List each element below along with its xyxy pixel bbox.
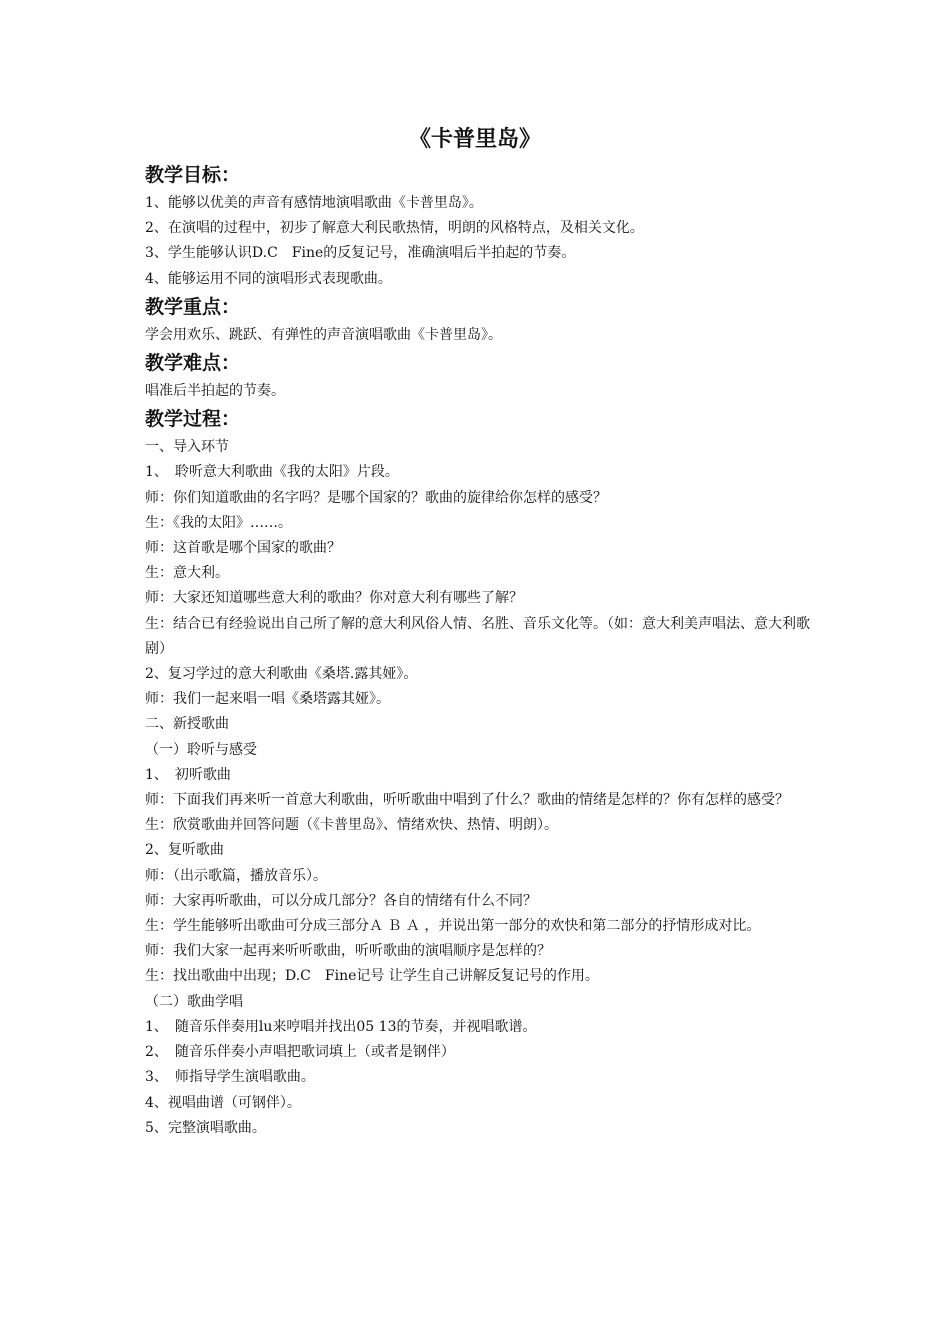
paragraph-line: 1、 随音乐伴奏用lu来哼唱并找出05 13的节奏，并视唱歌谱。 [145,1018,537,1035]
paragraph-line: 生：意大利。 [145,565,229,582]
paragraph-line: 二、新授歌曲 [145,716,229,733]
paragraph-line: 1、能够以优美的声音有感情地演唱歌曲《卡普里岛》。 [145,195,483,211]
paragraph-line: 3、学生能够认识D.C Fine的反复记号，准确演唱后半拍起的节奏。 [145,245,576,262]
paragraph-line: 生：欣赏歌曲并回答问题（《卡普里岛》、情绪欢快、热情、明朗）。 [145,817,558,834]
section-heading: 教学难点： [145,352,241,375]
section-heading: 教学过程： [145,408,241,431]
section-heading: 教学目标： [145,164,241,186]
paragraph-line: 5、完整演唱歌曲。 [145,1119,266,1136]
paragraph-line: 师：（出示歌篇，播放音乐）。 [145,867,327,884]
paragraph-line: 师：这首歌是哪个国家的歌曲？ [145,540,341,557]
paragraph-line: 1、 初听歌曲 [145,766,231,783]
document-body [145,160,810,1141]
paragraph-line: 生：《我的太阳》……。 [145,514,292,531]
paragraph-line: 4、视唱曲谱（可钢伴）。 [145,1094,301,1111]
paragraph-line: 师：大家再听歌曲，可以分成几部分？各自的情绪有什么不同？ [145,892,537,909]
paragraph-line: 4、能够运用不同的演唱形式表现歌曲。 [145,270,392,287]
paragraph-line: 生：学生能够听出歌曲可分成三部分Ａ Ｂ Ａ ，并说出第一部分的欢快和第二部分的抒情形成对比。 [145,918,761,935]
paragraph-line: 2、在演唱的过程中，初步了解意大利民歌热情，明朗的风格特点，及相关文化。 [145,220,644,237]
paragraph-line: 师：我们一起来唱一唱《桑塔露其娅》。 [145,691,390,708]
paragraph-line: 生：找出歌曲中出现；D.C Fine记号 让学生自己讲解反复记号的作用。 [145,968,599,985]
document-title: 《卡普里岛》 [408,127,541,152]
paragraph-line: 师：你们知道歌曲的名字吗？是哪个国家的？歌曲的旋律给你怎样的感受？ [145,489,607,506]
paragraph-line: 师：大家还知道哪些意大利的歌曲？你对意大利有哪些了解？ [145,590,523,607]
paragraph-line: 2、复听歌曲 [145,842,224,859]
paragraph-line: 唱准后半拍起的节奏。 [145,383,285,400]
paragraph-line: 1、 聆听意大利歌曲《我的太阳》片段。 [145,464,399,481]
paragraph-line: （一）聆听与感受 [145,741,257,758]
paragraph-line: 师：我们大家一起再来听听歌曲，听听歌曲的演唱顺序是怎样的？ [145,943,551,960]
section-heading: 教学重点： [145,295,241,318]
paragraph-line: 一、导入环节 [145,439,229,456]
paragraph-line: 师：下面我们再来听一首意大利歌曲，听听歌曲中唱到了什么？歌曲的情绪是怎样的？你有怎样的感受？ [145,792,789,809]
paragraph-line: 2、 随音乐伴奏小声唱把歌词填上（或者是钢伴） [145,1044,455,1061]
paragraph-line: 2、复习学过的意大利歌曲《桑塔.露其娅》。 [145,666,418,683]
paragraph-line: （二）歌曲学唱 [145,993,243,1010]
paragraph-line: 学会用欢乐、跳跃、有弹性的声音演唱歌曲《卡普里岛》。 [145,326,502,343]
paragraph-line: 3、 师指导学生演唱歌曲。 [145,1069,315,1086]
paragraph-line: 生：结合已有经验说出自己所了解的意大利风俗人情、名胜、音乐文化等。（如：意大利美声唱法、意大利歌剧） [145,615,810,657]
